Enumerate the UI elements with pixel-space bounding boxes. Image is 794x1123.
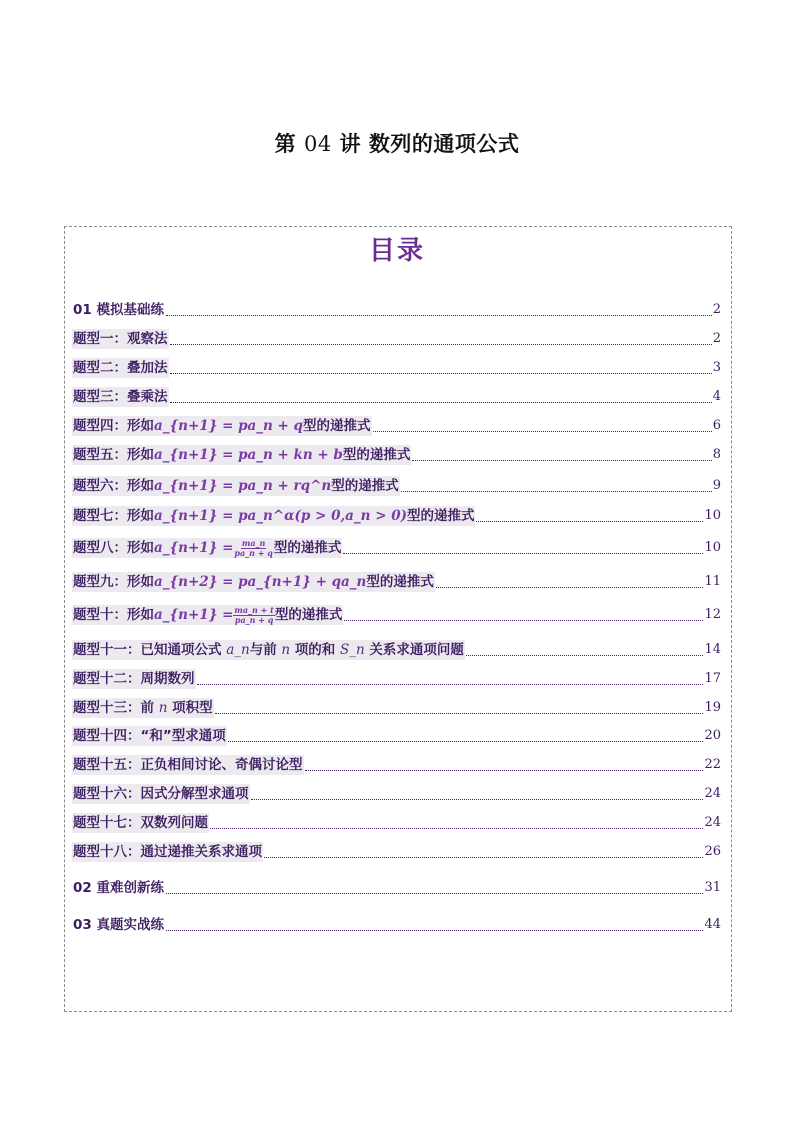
title-number: 04 [303, 132, 332, 156]
toc-entry-page: 10 [704, 540, 721, 555]
toc-entry-type-16[interactable] [72, 784, 721, 804]
toc-entry-label: 题型十一：已知通项公式 [73, 642, 222, 658]
dot-leader [343, 553, 703, 554]
toc-entry-suffix: 型的递推式 [331, 478, 399, 494]
toc-entry-type-15[interactable] [72, 755, 721, 775]
formula: a_{n+1} = pa_n + rq^n [154, 478, 332, 494]
toc-entry-mid: 项的和 [294, 642, 336, 658]
formula: a_{n+1} = pa_n^α(p > 0,a_n > 0) [154, 508, 407, 524]
dot-leader [215, 713, 704, 714]
toc-entry-page: 24 [704, 815, 721, 830]
dot-leader [166, 315, 712, 316]
dot-leader [436, 587, 704, 588]
toc-entry-label: 题型十二：周期数列 [73, 671, 195, 687]
toc-entry-label-group [72, 572, 435, 592]
toc-entry-type-12[interactable] [72, 669, 721, 689]
formula-lhs: a_{n+1} = [154, 540, 234, 556]
toc-entry-label: 题型十：形如 [73, 607, 154, 623]
var-sn: S_n [340, 642, 365, 658]
toc-entry-label: 题型六：形如 [73, 478, 154, 494]
toc-entry-suffix: 型的递推式 [342, 447, 411, 463]
toc-heading: 目录 [368, 236, 425, 266]
toc-entry-suffix: 型的递推式 [303, 418, 371, 434]
toc-entry-label: 03 真题实战练 [73, 917, 164, 933]
toc-entry-type-11[interactable] [72, 640, 721, 660]
toc-entry-label: 题型二：叠加法 [73, 360, 168, 376]
toc-entry-type-13[interactable] [72, 698, 721, 718]
toc-entry-page: 11 [704, 574, 721, 589]
toc-entry-type-3[interactable] [72, 387, 721, 407]
toc-entry-type-5[interactable] [72, 445, 721, 465]
toc-entry-label-group [72, 538, 342, 558]
toc-entry-type-9[interactable] [72, 572, 721, 592]
toc-entry-page: 31 [704, 880, 721, 895]
toc-entry-page: 44 [704, 917, 721, 932]
toc-entry-type-4[interactable] [72, 416, 721, 436]
fraction-denominator: pa_n + q [234, 547, 273, 558]
toc-entry-suffix: 型的递推式 [273, 540, 342, 556]
dot-leader [344, 620, 703, 621]
dot-leader [264, 857, 703, 858]
toc-entry-label: 题型十七：双数列问题 [73, 815, 208, 831]
toc-entry-suffix: 型的递推式 [274, 607, 343, 623]
dot-leader [401, 491, 712, 492]
toc-entry-label: 题型三：叠乘法 [73, 389, 168, 405]
var-n: n [158, 700, 168, 716]
dot-leader [466, 655, 704, 656]
title-prefix: 第 [274, 132, 297, 156]
toc-entry-label: 题型九：形如 [73, 574, 154, 590]
toc-entry-type-7[interactable] [72, 506, 721, 526]
formula: a_{n+1} = pa_n + q [154, 418, 303, 434]
toc-entry-page: 3 [712, 360, 721, 375]
fraction-denominator: pa_n + q [234, 614, 274, 625]
toc-entry-page: 22 [704, 757, 721, 772]
toc-entry-page: 2 [712, 302, 721, 317]
toc-entry-page: 2 [712, 331, 721, 346]
dot-leader [170, 373, 712, 374]
toc-entry-label: 题型十四：“和”型求通项 [73, 728, 226, 744]
dot-leader [170, 344, 712, 345]
toc-entry-page: 24 [704, 786, 721, 801]
toc-entry-mid: 与前 [249, 642, 277, 658]
dot-leader [197, 684, 704, 685]
toc-entry-type-1[interactable] [72, 329, 721, 349]
toc-entry-type-6[interactable] [72, 476, 721, 496]
toc-entry-page: 6 [712, 418, 721, 433]
toc-entry-page: 9 [712, 478, 721, 493]
toc-entry-type-14[interactable] [72, 726, 721, 746]
toc-entry-suffix: 型的递推式 [406, 508, 475, 524]
fraction-numerator: ma_n + t [234, 604, 274, 615]
toc-entry-label: 02 重难创新练 [73, 880, 164, 896]
formula: a_{n+2} = pa_{n+1} + qa_n [154, 574, 367, 590]
toc-entry-page: 8 [712, 447, 721, 462]
dot-leader [228, 741, 704, 742]
toc-entry-page: 4 [712, 389, 721, 404]
dot-leader [373, 431, 712, 432]
var-an: a_n [226, 642, 250, 658]
toc-entry-page: 14 [704, 642, 721, 657]
toc-entry-label: 题型五：形如 [73, 447, 154, 463]
fraction-numerator: ma_n [241, 537, 266, 548]
dot-leader [251, 799, 704, 800]
dot-leader [476, 521, 703, 522]
formula: a_{n+1} = pa_n + kn + b [154, 447, 343, 463]
toc-entry-label-group [72, 476, 400, 496]
toc-entry-page: 19 [704, 700, 721, 715]
formula-lhs: a_{n+1} = [154, 607, 234, 623]
toc-entry-suffix: 项积型 [172, 700, 213, 716]
toc-entry-label-group [72, 605, 343, 625]
formula-fraction [233, 606, 274, 625]
dot-leader [305, 770, 704, 771]
dot-leader [412, 460, 711, 461]
toc-entry-section-02[interactable] [72, 878, 721, 898]
toc-entry-label: 题型十三：前 [73, 700, 154, 716]
toc-entry-label-group [72, 698, 214, 718]
toc-entry-page: 17 [704, 671, 721, 686]
toc-entry-label: 题型七：形如 [73, 508, 154, 524]
toc-entry-label-group [72, 640, 465, 660]
formula-fraction [233, 539, 273, 558]
toc-entry-page: 26 [704, 844, 721, 859]
toc-entry-section-01[interactable] [72, 300, 721, 320]
toc-entry-label: 题型八：形如 [73, 540, 154, 556]
toc-entry-label: 题型四：形如 [73, 418, 154, 434]
dot-leader [166, 930, 703, 931]
toc-entry-section-03[interactable] [72, 915, 721, 935]
toc-entry-type-18[interactable] [72, 842, 721, 862]
dot-leader [210, 828, 703, 829]
var-n: n [281, 642, 291, 658]
toc-entry-label-group [72, 416, 372, 436]
toc-entry-suffix: 型的递推式 [366, 574, 434, 590]
toc-entry-type-17[interactable] [72, 813, 721, 833]
toc-entry-label-group [72, 506, 475, 526]
toc-entry-page: 10 [704, 508, 721, 523]
toc-entry-type-10[interactable] [72, 605, 721, 625]
toc-entry-label: 题型十五：正负相间讨论、奇偶讨论型 [73, 757, 303, 773]
toc-entry-page: 12 [704, 607, 721, 622]
dot-leader [170, 402, 712, 403]
toc-entry-label: 题型十六：因式分解型求通项 [73, 786, 249, 802]
toc-entry-label: 题型一：观察法 [73, 331, 168, 347]
toc-entry-type-8[interactable] [72, 538, 721, 558]
toc-entry-suffix: 关系求通项问题 [369, 642, 464, 658]
toc-entry-label-group [72, 445, 411, 465]
toc-entry-label: 题型十八：通过递推关系求通项 [73, 844, 262, 860]
toc-entry-page: 20 [704, 728, 721, 743]
toc-entry-type-2[interactable] [72, 358, 721, 378]
dot-leader [166, 893, 703, 894]
toc-entry-label: 01 模拟基础练 [73, 302, 164, 318]
document-title [0, 128, 794, 158]
title-suffix: 讲 数列的通项公式 [339, 132, 520, 156]
